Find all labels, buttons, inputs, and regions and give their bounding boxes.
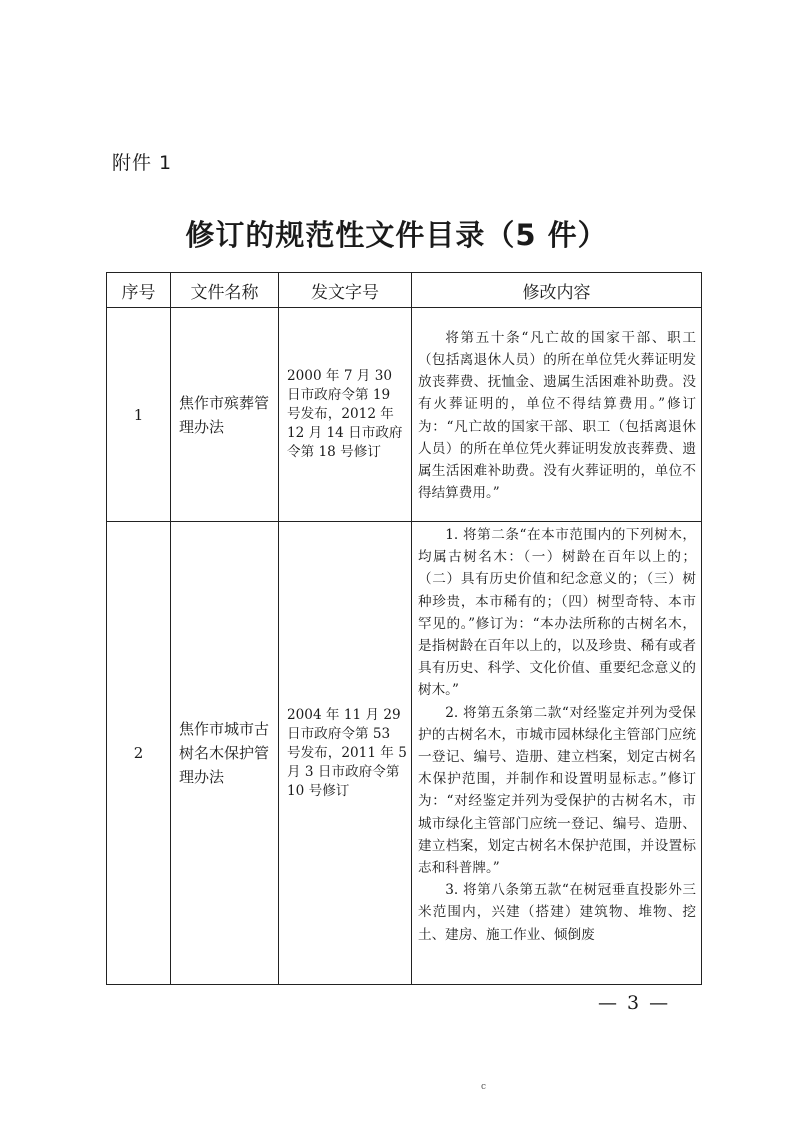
revision-paragraph: 将第五十条“凡亡故的国家干部、职工（包括离退休人员）的所在单位凭火葬证明发放丧葬费、抚恤金、遗属生活困难补助费。没有火葬证明的，单位不得结算费用。”修订为：“凡亡故的国家干部、职工（包括离退休人员）的所在单位凭火葬证明发放丧葬费、遗属生活困难补助费。没有火葬证明的，单位不得结算费用。” <box>418 329 696 502</box>
table-row <box>107 308 702 522</box>
column-header-content: 修改内容 <box>412 273 702 308</box>
row-document-name: 焦作市城市古树名木保护管理办法 <box>171 522 279 985</box>
column-header-seq: 序号 <box>107 273 171 308</box>
row-revision-content <box>412 522 702 985</box>
row-seq: 2 <box>107 522 171 985</box>
row-seq: 1 <box>107 308 171 522</box>
revision-paragraph: 1. 将第二条“在本市范围内的下列树木，均属古树名木：（一）树龄在百年以上的；（二）具有历史价值和纪念意义的；（三）树种珍贵，本市稀有的；（四）树型奇特、本市罕见的。”修订为：“本办法所称的古树名木，是指树龄在百年以上的，以及珍贵、稀有或者具有历史、科学、文化价值、重要纪念意义的树木。” <box>418 527 696 699</box>
revision-paragraph: 2. 将第五条第二款“对经鉴定并列为受保护的古树名木，市城市园林绿化主管部门应统一登记、编号、造册、建立档案，划定古树名木保护范围，并制作和设置明显标志。”修订为：“对经鉴定并列为受保护的古树名木，市城市绿化主管部门应统一登记、编号、造册、建立档案，划定古树名木保护范围，并设置标志和科普牌。” <box>418 704 696 877</box>
table-header-row <box>107 273 702 308</box>
row-document-number: 2000 年 7 月 30 日市政府令第 19 号发布，2012 年 12 月 14 日市政府令第 18 号修订 <box>279 308 412 522</box>
column-header-doc-number: 发文字号 <box>279 273 412 308</box>
document-title: 修订的规范性文件目录（5 件） <box>185 218 608 252</box>
row-document-name: 焦作市殡葬管理办法 <box>171 308 279 522</box>
row-document-number: 2004 年 11 月 29 日市政府令第 53 号发布，2011 年 5 月 3 日市政府令第 10 号修订 <box>279 522 412 985</box>
table-row <box>107 522 702 985</box>
scan-mark: c <box>481 1082 487 1092</box>
row-revision-content <box>412 308 702 522</box>
attachment-label: 附件 1 <box>112 152 173 174</box>
revised-documents-table <box>106 272 702 985</box>
revision-paragraph: 3. 将第八条第五款“在树冠垂直投影外三米范围内，兴建（搭建）建筑物、堆物、挖土、建房、施工作业、倾倒废 <box>418 882 696 943</box>
page-number: — 3 — <box>598 992 671 1014</box>
column-header-name: 文件名称 <box>171 273 279 308</box>
